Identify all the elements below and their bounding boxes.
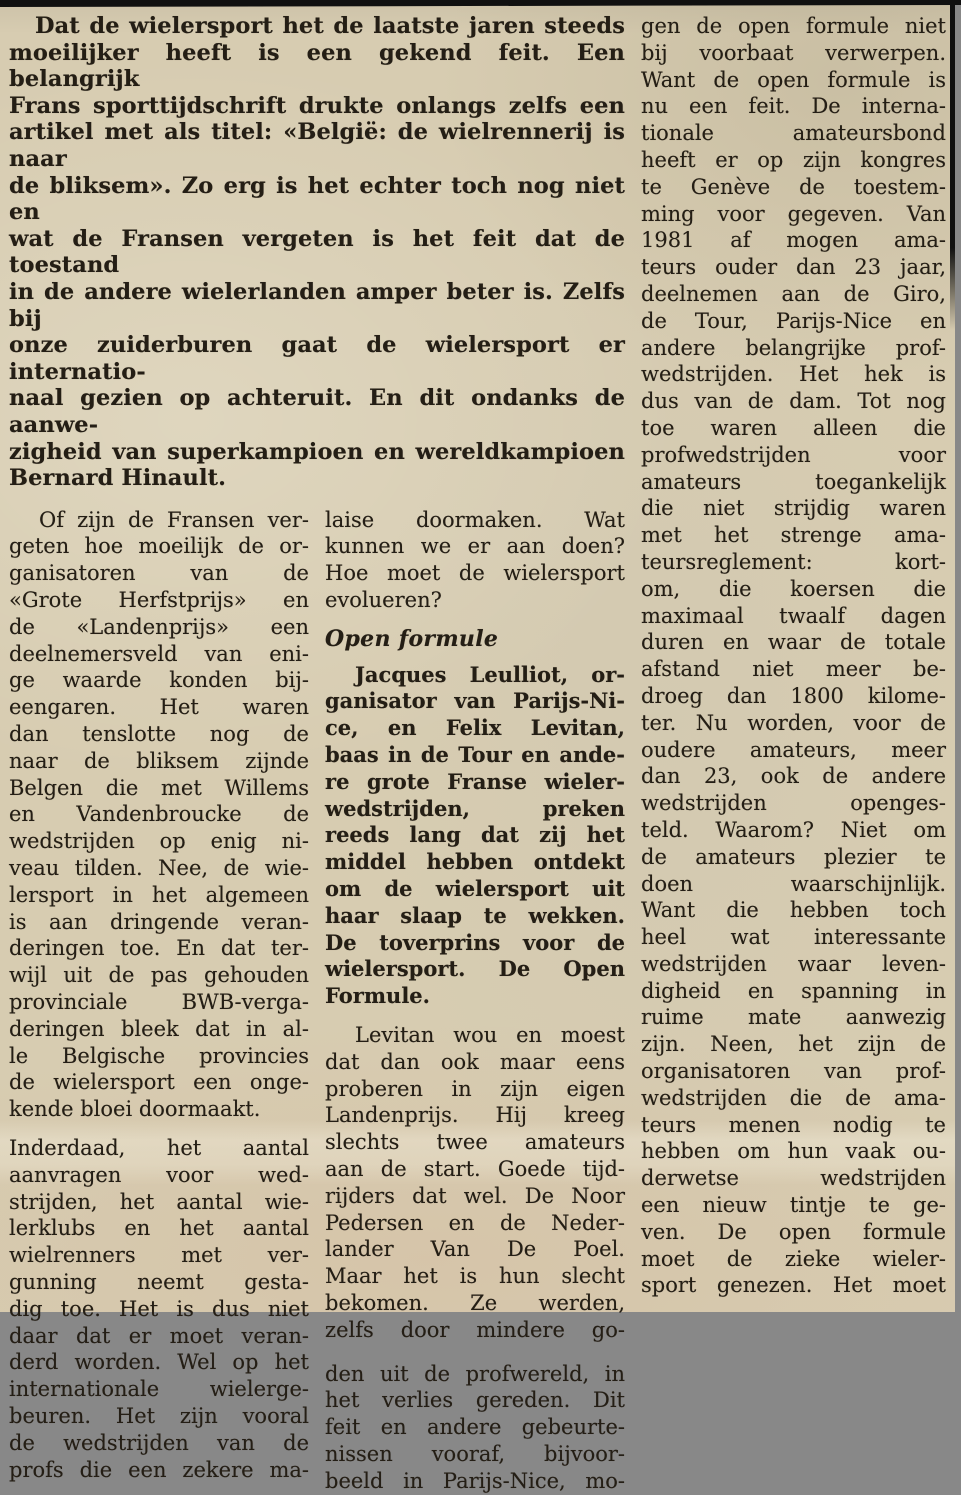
column-left [9,507,309,1495]
text-line: oudere amateurs, meer [641,737,946,762]
text-line: wedstrijden op enig ni- [9,829,309,854]
article-left-section [9,13,625,1495]
text-line: aan de start. Goede tijd- [325,1157,625,1182]
text-line: den uit de profwereld, in [325,1361,625,1386]
text-line: beuren. Het zijn vooral [9,1403,309,1428]
text-line: die niet strijdig waren [641,496,946,521]
text-line: re grote Franse wieler- [325,768,625,794]
text-line: maximaal twaalf dagen [641,603,946,628]
text-line: onze zuiderburen gaat de wielersport er internatio- [9,332,625,385]
text-line: eengaren. Het waren [9,695,309,720]
text-line: Dat de wielersport het de laatste jaren steeds [35,13,625,39]
text-line: is aan dringende veran- [9,909,309,934]
text-line: ter. Nu worden, voor de [641,710,946,735]
text-line: artikel met als titel: «België: de wielrennerij is naar [9,119,625,172]
text-line: om, die koersen die [641,576,946,601]
text-line: Maar het is hun slecht [325,1264,625,1289]
text-line: nissen vooraf, bijvoor- [325,1441,625,1466]
text-line: de wielersport een onge- [9,1070,309,1095]
article-content [9,13,946,1495]
text-line: Pedersen en de Neder- [325,1210,625,1235]
text-line: wedstrijden, preken [325,795,625,821]
text-line: in de andere wielerlanden amper beter is. Zelfs bij [9,278,625,332]
text-line: geten hoe moeilijk de or- [9,534,309,559]
text-line: Jacques Leulliot, or- [355,661,625,687]
text-line: organisatoren van prof- [641,1059,946,1084]
text-line: toe waren alleen die [641,415,946,440]
text-line: om de wielersport uit [325,876,625,902]
text-line: deelnemen aan de Giro, [641,281,946,306]
text-line: bekomen. Ze werden, [325,1291,625,1315]
text-line: wat de Fransen vergeten is het feit dat de toestand [9,225,625,279]
text-line: wielersport. De Open [325,956,625,982]
text-line: een nieuw tintje te ge- [641,1193,946,1218]
text-line: strijden, het aantal wie- [9,1189,309,1214]
text-line: veau tilden. Nee, de wie- [9,856,309,881]
text-line: profwedstrijden voor [641,442,946,467]
text-line: amateurs toegankelijk [641,469,946,494]
text-line: andere belangrijke prof- [641,335,946,360]
section-heading [325,626,625,653]
paragraph-block [9,507,309,1123]
text-line: Levitan wou en moest [355,1023,625,1048]
text-line: naar de bliksem zijnde [9,748,309,773]
text-line: wedstrijden die de ama- [641,1085,946,1110]
paragraph-block [325,1361,625,1495]
text-line: gen de open formule niet [641,14,946,38]
text-line: Open formule [325,625,499,652]
text-line: provinciale BWB-verga- [9,990,309,1015]
text-line: Frans sporttijdschrift drukte onlangs zelfs een [9,92,625,119]
text-line: met het strenge ama- [641,523,946,548]
text-line: de Tour, Parijs-Nice en [641,308,946,333]
text-line: rijders dat wel. De Noor [325,1183,625,1208]
text-line: Want die hebben toch [641,898,946,923]
text-line: teurs ouder dan 23 jaar, [641,255,946,280]
text-line: teursreglement: kort- [641,549,946,574]
text-line: ven. De open formule [641,1219,946,1244]
text-line: De toverprins voor de [325,929,625,955]
text-line: digheid en spanning in [641,978,946,1003]
text-line: aanvragen voor wed- [9,1162,309,1187]
body-columns-left [9,507,625,1495]
text-line: heeft er op zijn kongres [641,147,946,172]
text-line: wedstrijden waar leven- [641,951,946,976]
text-line: bij voorbaat verwerpen. [641,40,946,65]
text-line: ming voor gegeven. Van [641,201,946,226]
scan-edge-top [0,0,961,7]
text-line: afstand niet meer be- [641,657,946,682]
text-line: de bliksem». Zo erg is het echter toch nog niet en [9,172,625,226]
text-line: teurs menen nodig te [641,1112,946,1137]
paragraph-block [641,13,946,1299]
text-line: Of zijn de Fransen ver- [39,507,309,532]
text-line: slechts twee amateurs [325,1130,625,1155]
text-line: wedstrijden openges- [641,791,946,816]
text-line: derwetse wedstrijden [641,1166,946,1191]
text-line: middel hebben ontdekt [325,849,625,875]
text-line: wielrenners met ver- [9,1243,309,1268]
column-right [641,13,946,1495]
text-line: derd worden. Wel op het [9,1350,309,1375]
text-line: doen waarschijnlijk. [641,871,946,896]
text-line: daar dat er moet veran- [9,1323,309,1348]
text-line: moeilijker heeft is een gekend feit. Een belangrijk [9,39,625,93]
text-line: wedstrijden. Het hek is [641,362,946,387]
text-line: kunnen we er aan doen? [325,534,625,559]
text-line: dan tenslotte nog de [9,722,309,747]
text-line: deelnemersveld van eni- [9,641,309,666]
text-line: dan 23, ook de andere [641,764,946,789]
text-line: moet de zieke wieler- [641,1246,946,1271]
text-line: lersport in het algemeen [9,882,309,907]
paragraph-block [325,1022,625,1344]
text-line: lander Van De Poel. [325,1237,625,1262]
text-line: het verlies gereden. Dit [325,1388,625,1413]
text-line: ce, en Felix Levitan, [325,715,625,741]
text-line: baas in de Tour en ande- [325,742,625,768]
text-line: haar slaap te wekken. [325,902,625,928]
text-line: gunning neemt gesta- [9,1270,309,1294]
text-line: internationale wielerge- [9,1377,309,1402]
text-line: en Vandenbroucke de [9,802,309,827]
text-line: sport genezen. Het moet [641,1273,946,1298]
text-line: laise doormaken. Wat [325,507,625,532]
intro-paragraph [9,13,625,492]
text-line: de wedstrijden van de [9,1430,309,1455]
text-line: de «Landenprijs» een [9,614,309,639]
text-line: te Genève de toestem- [641,174,946,199]
text-line: lerklubs en het aantal [9,1216,309,1241]
text-line: ganisatoren van de [9,561,309,586]
text-line: 1981 af mogen ama- [641,228,946,253]
text-line: naal gezien op achteruit. En dit ondanks de aanwe- [9,385,625,438]
text-line: Landenprijs. Hij kreeg [325,1103,625,1128]
text-line: Inderdaad, het aantal [9,1136,309,1161]
text-line: zelfs door mindere go- [325,1317,625,1342]
text-line: nu een feit. De interna- [641,94,946,119]
paragraph-block [325,662,625,1010]
text-line: Want de open formule is [641,67,946,92]
text-line: wijl uit de pas gehouden [9,963,309,988]
text-line: dat dan ook maar eens [325,1049,625,1074]
text-line: profs die een zekere ma- [9,1457,309,1482]
text-line: kende bloei doormaakt. [9,1097,261,1122]
text-line: teld. Waarom? Niet om [641,817,946,842]
text-line: reeds lang dat zij het [325,822,625,848]
text-line: droeg dan 1800 kilome- [641,683,946,708]
paragraph-block [9,1135,309,1483]
text-line: zijn. Neen, het zijn de [641,1032,946,1057]
text-line: Bernard Hinault. [9,465,227,492]
text-line: «Grote Herfstprijs» en [9,588,309,613]
text-line: Formule. [325,983,430,1009]
text-line: de amateurs plezier te [641,844,946,869]
text-line: beeld in Parijs-Nice, mo- [325,1468,625,1493]
text-line: ruime mate aanwezig [641,1005,946,1030]
text-line: ganisator van Parijs-Ni- [325,688,625,714]
text-line: hebben om hun vaak ou- [641,1139,946,1164]
text-line: evolueren? [325,588,442,613]
text-line: Belgen die met Willems [9,775,309,800]
text-line: deringen bleek dat in al- [9,1016,309,1041]
text-line: zigheid van superkampioen en wereldkampioen [9,438,625,465]
text-line: le Belgische provincies [9,1043,309,1068]
text-line: Hoe moet de wielersport [325,561,625,586]
text-line: dig toe. Het is dus niet [9,1296,309,1321]
text-line: proberen in zijn eigen [325,1076,625,1101]
column-middle [325,507,625,1495]
scan-edge-right [950,0,955,330]
text-line: heel wat interessante [641,925,946,950]
text-line: dus van de dam. Tot nog [641,389,946,414]
text-line: duren en waar de totale [641,630,946,655]
text-line: feit en andere gebeurte- [325,1415,625,1440]
text-line: ge waarde konden bij- [9,668,309,693]
paragraph-block [325,507,625,614]
text-line: tionale amateursbond [641,121,946,146]
text-line: deringen toe. En dat ter- [9,936,309,961]
